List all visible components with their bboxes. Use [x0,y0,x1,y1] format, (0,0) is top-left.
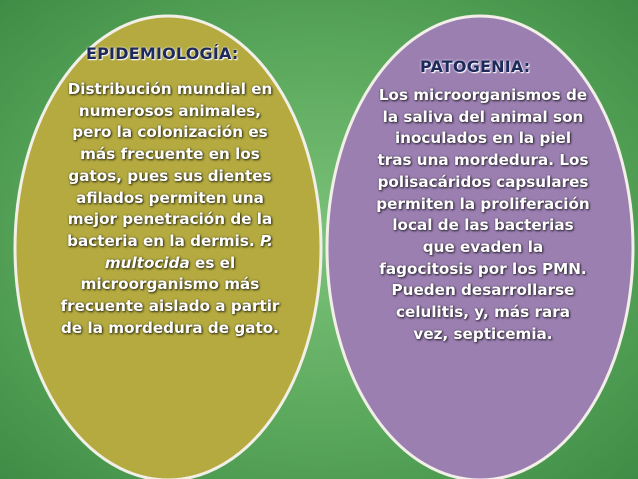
epidemiology-heading: EPIDEMIOLOGÍA: [86,44,239,63]
pathogenesis-heading: PATOGENIA: [420,57,531,76]
species-name: P. multocida [104,231,273,272]
epidemiology-text-part2: es el microorganismo más frecuente aislado a partir de la mordedura de gato. [60,253,280,337]
pathogenesis-text: Los microorganismos de la saliva del animal son inoculados en la piel tras una mordedura. Los polisacáridos capsulares permiten la proliferación local de las bacterias que evaden la fagocitosis por los PMN. Pueden desarrollarse celulitis, y, más rara vez, septicemia. [376,86,590,343]
epidemiology-text [58,79,282,339]
epidemiology-text-part1: Distribución mundial en numerosos animales, pero la colonización es más frecuente en los gatos, pues sus dientes afilados permiten una mejor penetración de la bacteria en la dermis. [67,80,273,250]
